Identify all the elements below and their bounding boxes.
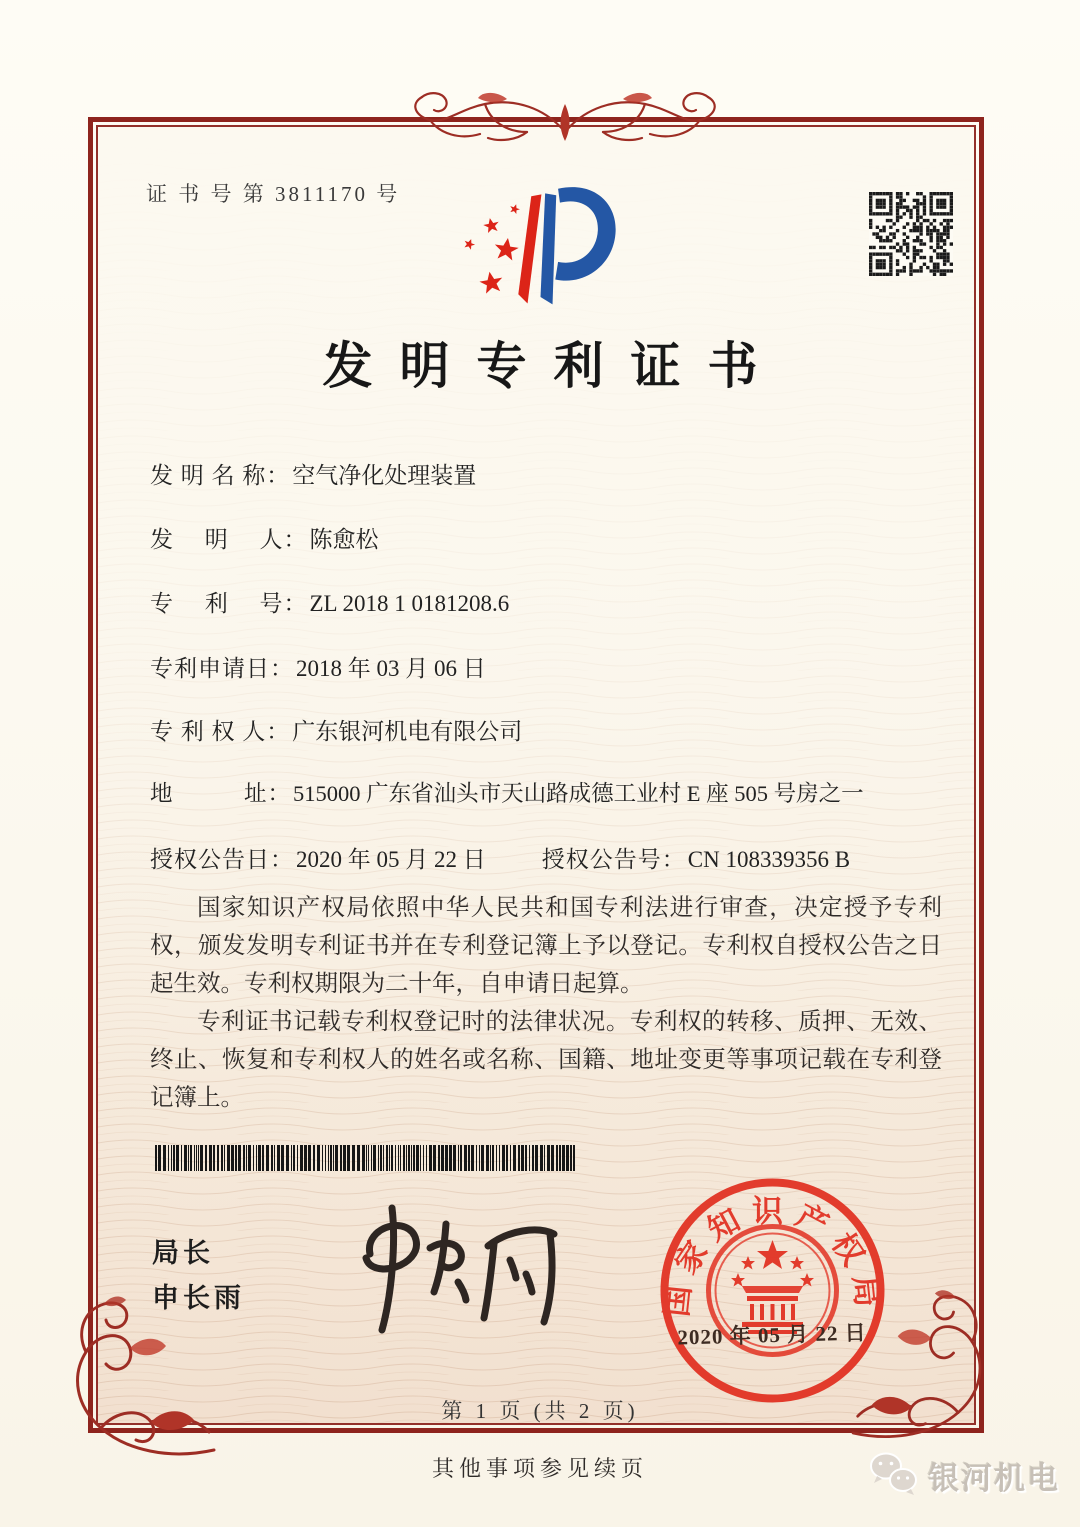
continuation-note: 其他事项参见续页	[431, 1456, 648, 1481]
field-row-patent-number	[150, 585, 950, 618]
grant-date-label: 授权公告日：	[150, 847, 294, 872]
brand-watermark	[866, 1450, 1060, 1500]
agency-seal	[650, 1168, 895, 1413]
corner-ornament-bottom-left	[54, 1292, 229, 1464]
field-value: 广东银河机电有限公司	[292, 719, 523, 744]
field-row-invention-name	[150, 457, 950, 490]
field-label: 专 利 权 人：	[150, 719, 291, 744]
field-row-inventor	[150, 521, 950, 554]
seal-arc-text: 国家知识产权局	[658, 1194, 887, 1319]
field-value: ZL 2018 1 0181208.6	[309, 591, 510, 616]
watermark-text: 银河机电	[928, 1460, 1060, 1496]
field-value: 515000 广东省汕头市天山路成德工业村 E 座 505 号房之一	[293, 781, 864, 806]
field-row-address	[150, 776, 950, 808]
barcode	[155, 1145, 575, 1171]
director-name: 申长雨	[152, 1283, 245, 1313]
field-label: 发 明 名 称：	[150, 463, 291, 488]
field-label: 发 明 人：	[150, 527, 308, 552]
wechat-icon	[866, 1450, 924, 1500]
field-label: 专 利 号：	[150, 591, 308, 616]
grant-number-label: 授权公告号：	[541, 847, 686, 872]
legal-paragraph-1: 国家知识产权局依照中华人民共和国专利法进行审查，决定授予专利权，颁发发明专利证书并在专利登记簿上予以登记。专利权自授权公告之日起生效。专利权期限为二十年，自申请日起算。	[150, 895, 942, 997]
certificate-title: 发明专利证书	[322, 338, 785, 394]
top-flourish-ornament	[398, 86, 732, 150]
field-value: 空气净化处理装置	[292, 463, 477, 488]
field-value: 陈愈松	[309, 527, 379, 552]
legal-text-block	[150, 889, 942, 1117]
certificate-number: 证 书 号 第 3811170 号	[146, 182, 401, 206]
qr-code	[869, 192, 953, 276]
grant-date-value: 2020 年 05 月 22 日	[296, 847, 486, 872]
field-value: 2018 年 03 月 06 日	[296, 656, 486, 681]
grant-number-value: CN 108339356 B	[687, 847, 851, 872]
page-info: 第 1 页 (共 2 页)	[441, 1399, 639, 1423]
cnipa-logo	[448, 172, 633, 324]
field-row-filing-date	[150, 650, 950, 683]
field-label: 专利申请日：	[150, 656, 294, 681]
seal-date: 2020 年 05 月 22 日	[677, 1320, 867, 1350]
director-title: 局长	[152, 1238, 214, 1268]
field-row-patentee	[150, 713, 950, 746]
director-signature	[312, 1196, 580, 1341]
field-label: 地 址：	[150, 781, 292, 806]
field-row-grant	[150, 841, 950, 874]
legal-paragraph-2: 专利证书记载专利权登记时的法律状况。专利权的转移、质押、无效、终止、恢复和专利权人的姓名或名称、国籍、地址变更等事项记载在专利登记簿上。	[150, 1009, 942, 1111]
